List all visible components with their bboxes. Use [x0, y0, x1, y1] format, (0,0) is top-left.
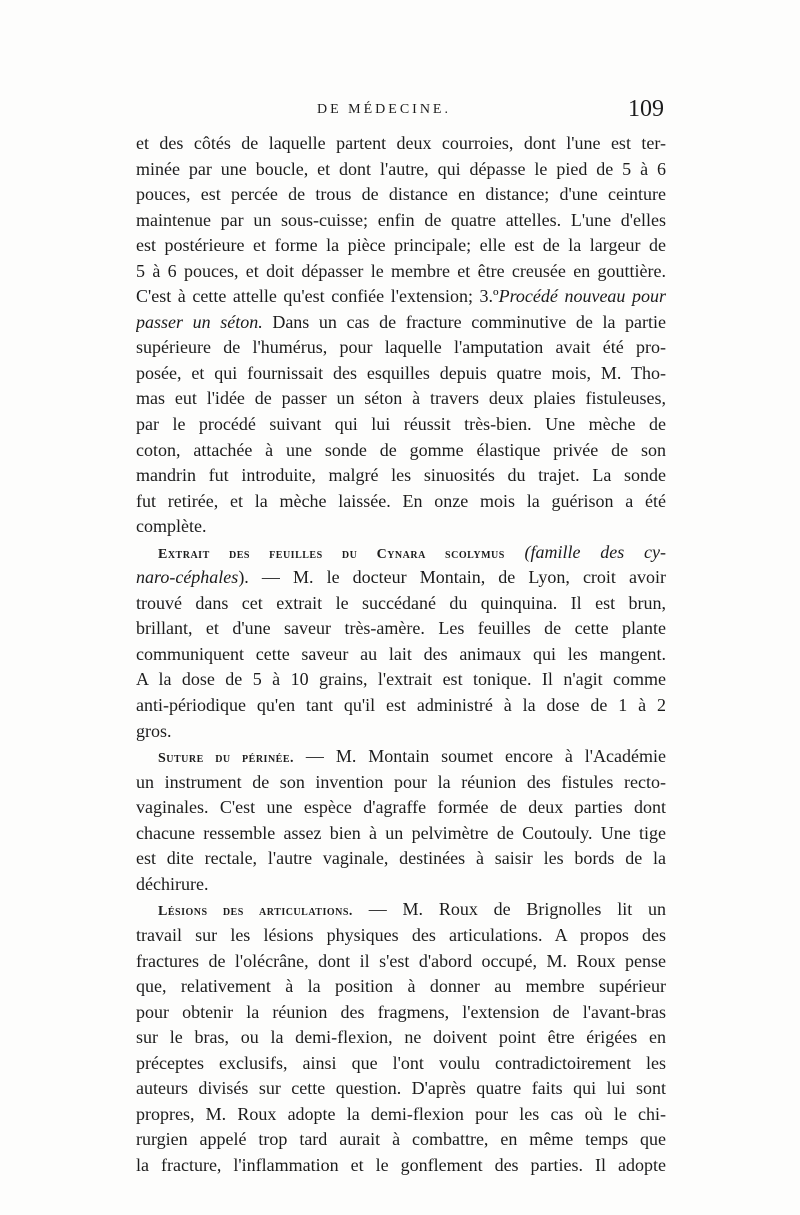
text-line: rurgien appelé trop tard aurait à combattre, en même temps que [136, 1129, 666, 1150]
text-line: est postérieure et forme la pièce principale; elle est de la largeur de [136, 235, 666, 256]
page-number: 109 [628, 96, 664, 122]
text-line: sur le bras, ou la demi-flexion, ne doivent point être érigées en [136, 1027, 666, 1048]
section-heading: Suture du périnée. [158, 751, 294, 767]
text-line: passer un séton. Dans un cas de fracture comminutive de la partie [136, 311, 666, 332]
text-line: coton, attachée à une sonde de gomme élastique privée de son [136, 439, 666, 460]
text-line: travail sur les lésions physiques des articulations. A propos des [136, 924, 666, 945]
text-line: C'est à cette attelle qu'est confiée l'extension; 3.ºProcédé nouveau pour [136, 286, 666, 307]
text-line: fractures de l'olécrâne, dont il s'est d'abord occupé, M. Roux pense [136, 950, 666, 971]
text-line: minée par une boucle, et dont l'autre, qui dépasse le pied de 5 à 6 [136, 158, 666, 179]
text-line: mas eut l'idée de passer un séton à travers deux plaies fistuleuses, [136, 388, 666, 409]
text-line: par le procédé suivant qui lui réussit très-bien. Une mèche de [136, 414, 666, 435]
text-line: pour obtenir la réunion des fragmens, l'extension de l'avant-bras [136, 1001, 666, 1022]
text-line: mandrin fut introduite, malgré les sinuosités du trajet. La sonde [136, 465, 666, 486]
text-line: communiquent cette saveur au lait des animaux qui les mangent. [136, 643, 666, 664]
text-line: pouces, est percée de trous de distance en distance; d'une ceinture [136, 184, 666, 205]
body-text [136, 131, 666, 1178]
text-line: vaginales. C'est une espèce d'agraffe formée de deux parties dont [136, 797, 666, 818]
text-line: posée, et qui fournissait des esquilles depuis quatre mois, M. Tho- [136, 362, 666, 383]
running-head: DE MÉDECINE. [317, 102, 451, 117]
text-line: que, relativement à la position à donner au membre supérieur [136, 976, 666, 997]
text-line: maintenue par un sous-cuisse; enfin de quatre attelles. L'une d'elles [136, 209, 666, 230]
text-line: est dite rectale, l'autre vaginale, destinées à saisir les bords de la [136, 848, 666, 869]
text-line: la fracture, l'inflammation et le gonflement des parties. Il adopte [136, 1154, 666, 1175]
text-line: complète. [136, 516, 207, 537]
text-line: 5 à 6 pouces, et doit dépasser le membre et être creusée en gouttière. [136, 260, 666, 281]
page-header [104, 96, 664, 126]
text-line: Extrait des feuilles du Cynara scolymus (famille des cy- [158, 541, 666, 562]
text-line: un instrument de son invention pour la réunion des fistules recto- [136, 771, 666, 792]
text-line: chacune ressemble assez bien à un pelvimètre de Coutouly. Une tige [136, 822, 666, 843]
text-line: gros. [136, 720, 172, 741]
text-line: auteurs divisés sur cette question. D'après quatre faits qui lui sont [136, 1078, 666, 1099]
text-line: Lésions des articulations. — M. Roux de Brignolles lit un [158, 899, 666, 920]
text-line: Suture du périnée. — M. Montain soumet encore à l'Académie [158, 746, 666, 767]
text-line: supérieure de l'humérus, pour laquelle l'amputation avait été pro- [136, 337, 666, 358]
text-line: trouvé dans cet extrait le succédané du quinquina. Il est brun, [136, 592, 666, 613]
text-line: déchirure. [136, 873, 209, 894]
section-heading: Extrait des feuilles du Cynara scolymus [158, 546, 505, 562]
text-line: propres, M. Roux adopte la demi-flexion pour les cas où le chi- [136, 1103, 666, 1124]
text-line: et des côtés de laquelle partent deux courroies, dont l'une est ter- [136, 133, 666, 153]
text-line: A la dose de 5 à 10 grains, l'extrait est tonique. Il n'agit comme [136, 669, 666, 690]
text-line: fut retirée, et la mèche laissée. En onze mois la guérison a été [136, 490, 666, 511]
text-line: naro-céphales). — M. le docteur Montain, de Lyon, croit avoir [136, 567, 666, 588]
text-line: préceptes exclusifs, ainsi que l'ont voulu contradictoirement les [136, 1052, 666, 1073]
text-line: anti-périodique qu'en tant qu'il est administré à la dose de 1 à 2 [136, 695, 666, 716]
section-heading: Lésions des articulations. [158, 904, 353, 920]
text-line: brillant, et d'une saveur très-amère. Les feuilles de cette plante [136, 618, 666, 639]
